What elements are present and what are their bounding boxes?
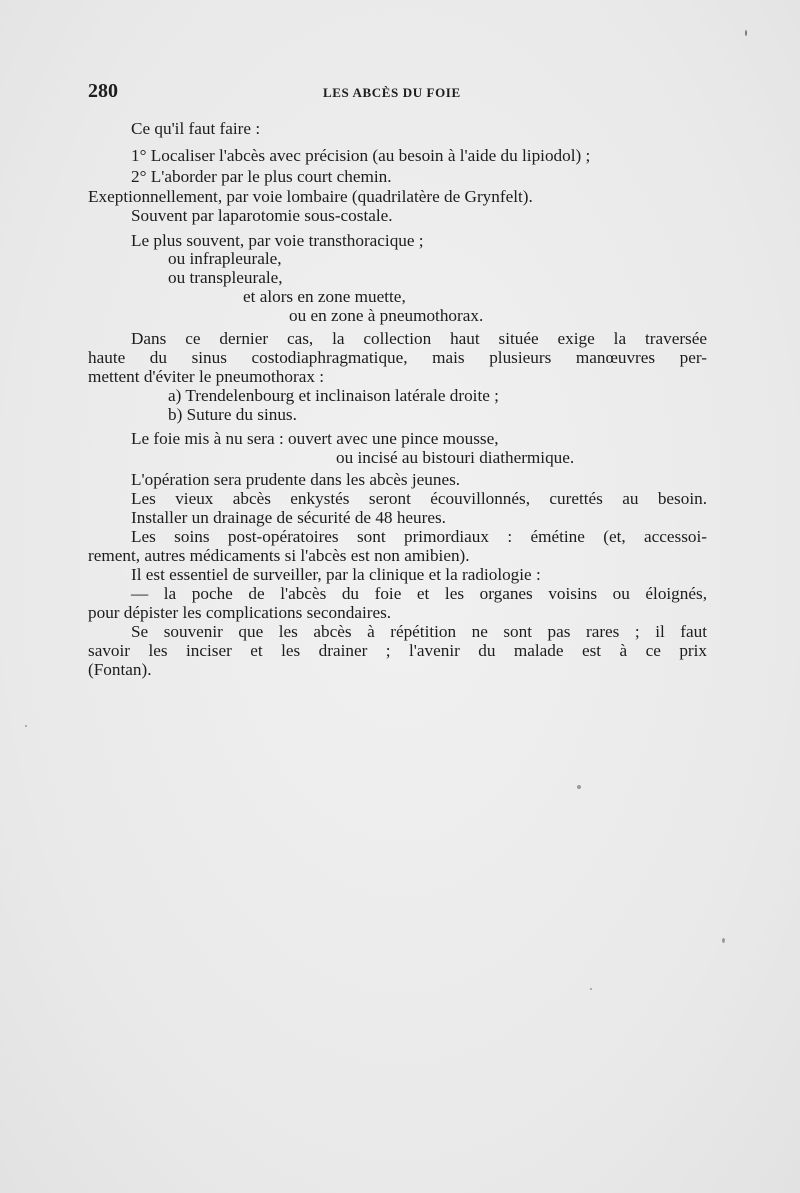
text-line: L'opération sera prudente dans les abcès jeunes. <box>131 470 461 489</box>
text-line: ou en zone à pneumothorax. <box>289 306 484 325</box>
text-line: Il est essentiel de surveiller, par la clinique et la radiologie : <box>131 565 541 584</box>
running-title: LES ABCÈS DU FOIE <box>323 85 461 100</box>
text-line: Se souvenir que les abcès à répétition ne sont pas rares ; il faut <box>131 622 707 641</box>
text-line: Les vieux abcès enkystés seront écouvillonnés, curettés au besoin. <box>131 489 707 508</box>
text-line: ou infrapleurale, <box>168 249 282 268</box>
text-line: ou transpleurale, <box>168 268 283 287</box>
text-line: b) Suture du sinus. <box>168 405 297 424</box>
text-line: Les soins post-opératoires sont primordiaux : émétine (et, accessoi- <box>131 527 707 546</box>
text-line: pour dépister les complications secondaires. <box>88 603 392 622</box>
paper-speck <box>590 988 592 990</box>
text-line: Le plus souvent, par voie transthoracique ; <box>131 231 424 250</box>
paper-speck <box>25 725 27 727</box>
page-header <box>88 80 728 104</box>
text-line: et alors en zone muette, <box>243 287 406 306</box>
text-line: Le foie mis à nu sera : ouvert avec une pince mousse, <box>131 429 499 448</box>
text-line: (Fontan). <box>88 660 152 679</box>
text-line: Installer un drainage de sécurité de 48 heures. <box>131 508 446 527</box>
text-line: 1° Localiser l'abcès avec précision (au besoin à l'aide du lipiodol) ; <box>131 146 591 165</box>
text-line: Souvent par laparotomie sous-costale. <box>131 206 393 225</box>
text-line: savoir les inciser et les drainer ; l'avenir du malade est à ce prix <box>88 641 707 660</box>
text-line: haute du sinus costodiaphragmatique, mais plusieurs manœuvres per- <box>88 348 707 367</box>
paper-speck <box>745 30 747 36</box>
text-line: 2° L'aborder par le plus court chemin. <box>131 167 392 186</box>
paper-speck <box>577 785 581 789</box>
text-line: Ce qu'il faut faire : <box>131 119 261 138</box>
text-line: — la poche de l'abcès du foie et les organes voisins ou éloignés, <box>131 584 707 603</box>
text-line: Exeptionnellement, par voie lombaire (quadrilatère de Grynfelt). <box>88 187 533 206</box>
text-line: ou incisé au bistouri diathermique. <box>336 448 575 467</box>
text-line: mettent d'éviter le pneumothorax : <box>88 367 325 386</box>
paper-speck <box>722 938 725 943</box>
text-line: a) Trendelenbourg et inclinaison latérale droite ; <box>168 386 499 405</box>
page-number: 280 <box>88 80 118 102</box>
text-line: rement, autres médicaments si l'abcès est non amibien). <box>88 546 470 565</box>
text-line: Dans ce dernier cas, la collection haut située exige la traversée <box>131 329 707 348</box>
